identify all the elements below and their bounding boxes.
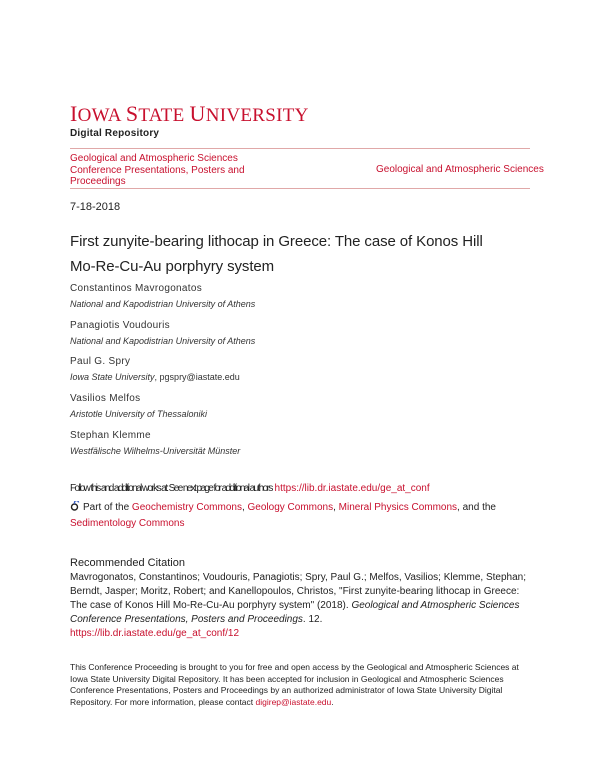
author-name: Paul G. Spry xyxy=(70,356,131,367)
citation-number: . 12. xyxy=(302,614,323,625)
author-entry xyxy=(70,320,255,347)
commons-link-geochemistry[interactable]: Geochemistry Commons xyxy=(131,502,242,513)
author-entry xyxy=(70,356,240,383)
recommended-citation xyxy=(70,571,532,641)
author-affiliation: Iowa State University, pgspry@iastate.edu xyxy=(70,372,240,382)
separator: , xyxy=(241,502,248,513)
follow-link[interactable]: https://lib.dr.iastate.edu/ge_at_conf xyxy=(274,483,430,494)
citation-text: Mavrogonatos, Constantinos; Voudouris, Panagiotis; Spry, Paul G.; Melfos, Vasilios; Klemme, Stephan; Berndt, Jasper; Moritz, Robert; and Kanellopoulos, Christos, "First zunyite-bearing lithocap in Greece: The case of Konos Hill Mo-Re-Cu-Au porphyry system" (2018). xyxy=(70,572,526,611)
recommended-citation-heading: Recommended Citation xyxy=(70,557,185,569)
logo-university-name: IOWA STATE UNIVERSITY xyxy=(70,101,309,126)
commons-link-geology[interactable]: Geology Commons xyxy=(247,502,334,513)
separator: , xyxy=(333,502,339,513)
collection-left-line2: Conference Presentations, Posters and xyxy=(70,164,245,176)
collection-link-left[interactable] xyxy=(70,153,300,188)
part-of-commons xyxy=(70,500,530,532)
divider-bottom xyxy=(70,188,530,189)
commons-link-sedimentology[interactable]: Sedimentology Commons xyxy=(70,518,185,529)
author-name: Constantinos Mavrogonatos xyxy=(70,283,203,294)
author-affiliation: National and Kapodistrian University of Athens xyxy=(70,299,256,309)
author-name: Vasilios Melfos xyxy=(70,393,141,404)
author-name: Panagiotis Voudouris xyxy=(70,320,170,331)
footer-notice xyxy=(70,662,532,708)
author-affiliation: Westfälische Wilhelms-Universität Münster xyxy=(70,446,241,456)
logo-repository-label: Digital Repository xyxy=(70,128,160,139)
citation-venue: Geological and Atmospheric Sciences Conference Presentations, Posters and Proceedings xyxy=(70,600,520,625)
footer-text: This Conference Proceeding is brought to you for free and open access by the Geological and Atmospheric Sciences at Iowa State University Digital Repository. It has been accepted for inclusion in Geological and Atmospheric Sciences Conference Presentations, Posters and Proceedings by an authorized administrator of Iowa State University Digital Repository. For more information, please contact xyxy=(70,662,519,707)
divider-top xyxy=(70,148,530,149)
commons-link-mineral-physics[interactable]: Mineral Physics Commons xyxy=(338,502,458,513)
author-affiliation: Aristotle University of Thessaloniki xyxy=(70,409,208,419)
separator: , and the xyxy=(457,502,496,513)
author-entry xyxy=(70,430,240,457)
collection-left-line1: Geological and Atmospheric Sciences xyxy=(70,153,238,164)
footer-end: . xyxy=(331,696,334,707)
open-access-icon xyxy=(70,501,80,511)
citation-link[interactable]: https://lib.dr.iastate.edu/ge_at_conf/12 xyxy=(70,628,240,639)
publication-date: 7-18-2018 xyxy=(70,201,121,213)
author-name: Stephan Klemme xyxy=(70,430,151,441)
collection-link-right[interactable]: Geological and Atmospheric Sciences xyxy=(376,164,544,175)
author-email[interactable]: , pgspry@iastate.edu xyxy=(154,372,240,382)
part-of-prefix: Part of the xyxy=(83,502,132,513)
contact-email-link[interactable]: digirep@iastate.edu xyxy=(255,696,332,707)
university-logo[interactable] xyxy=(70,101,309,139)
paper-title xyxy=(70,229,520,279)
follow-overlap-text: Follow this and additional works at: See next page for additional authors xyxy=(70,483,272,494)
title-line-2: Mo-Re-Cu-Au porphyry system xyxy=(70,258,275,275)
author-entry xyxy=(70,283,255,310)
follow-line xyxy=(70,483,430,494)
collection-left-line3: Proceedings xyxy=(70,176,126,187)
author-affiliation: National and Kapodistrian University of Athens xyxy=(70,336,256,346)
author-entry xyxy=(70,393,207,420)
title-line-1: First zunyite-bearing lithocap in Greece: The case of Konos Hill xyxy=(70,233,483,250)
